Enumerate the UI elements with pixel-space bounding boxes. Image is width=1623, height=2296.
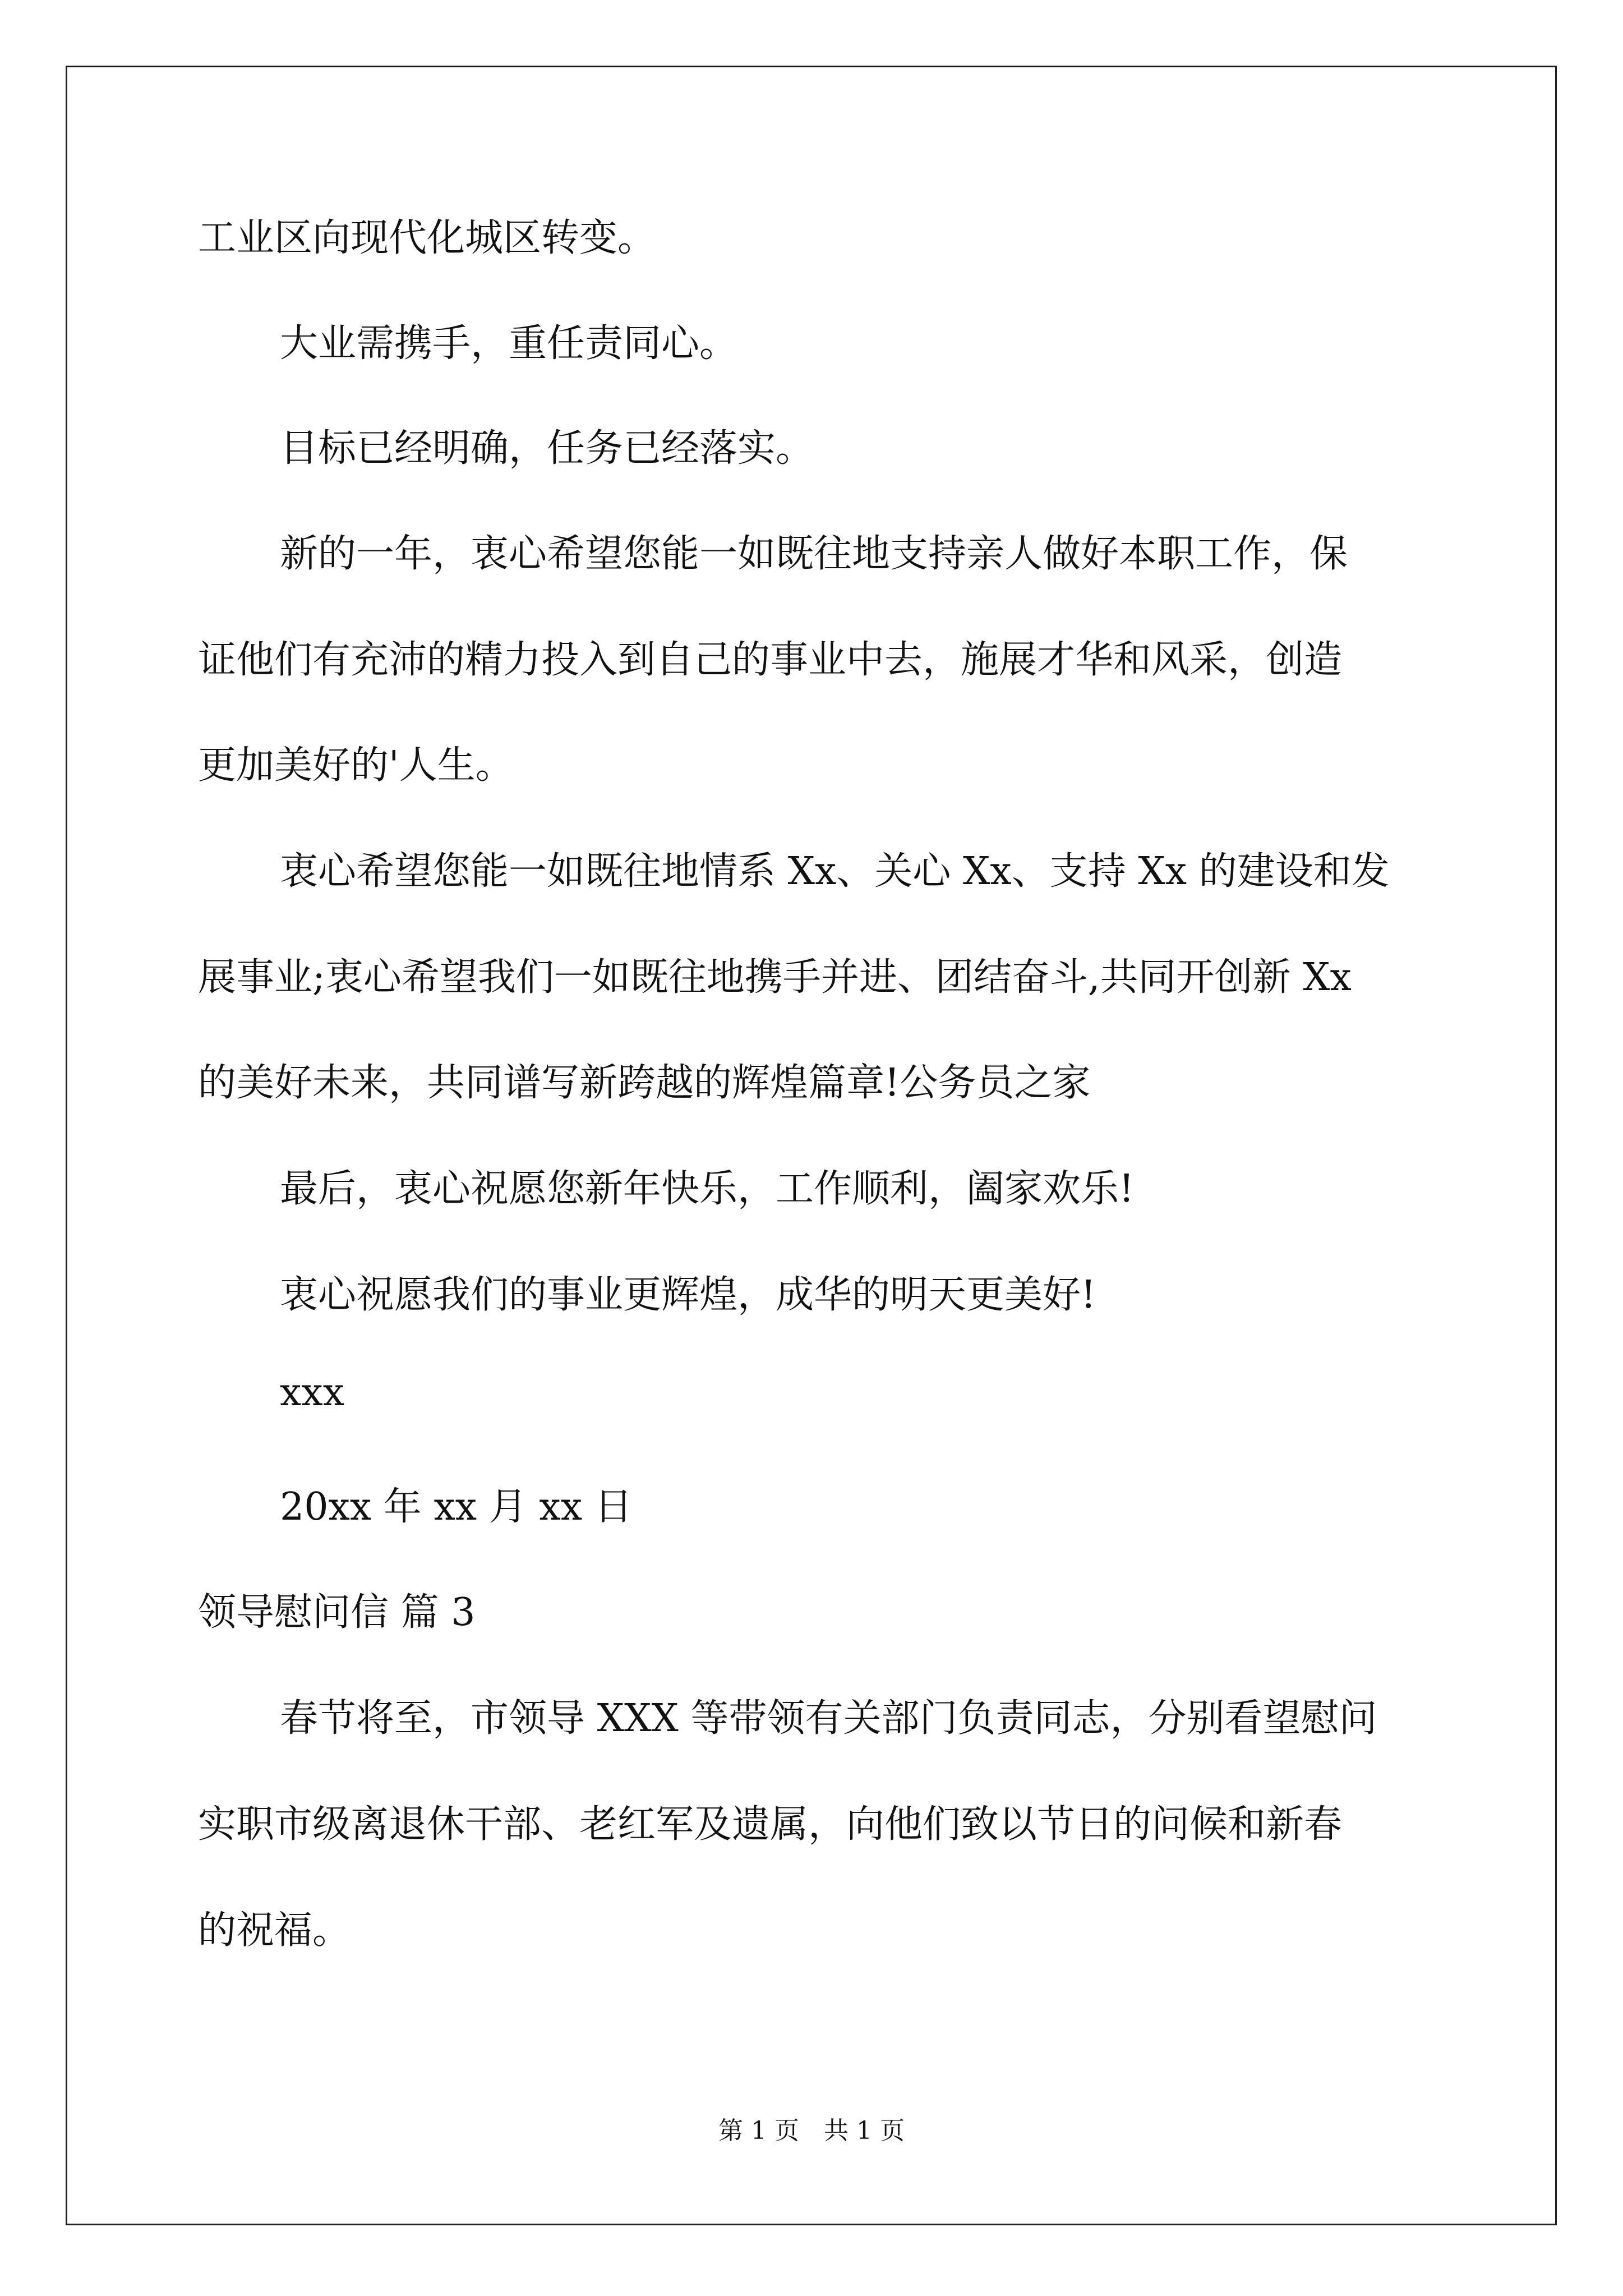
paragraph-line: 大业需携手，重任责同心。	[280, 321, 738, 366]
signature-date: 20xx 年 xx 月 xx 日	[280, 1485, 633, 1529]
paragraph-line: 的祝福。	[198, 1908, 351, 1953]
paragraph-line: 实职市级离退休干部、老红军及遗属，向他们致以节日的问候和新春	[198, 1802, 1343, 1847]
paragraph-line: 春节将至，市领导 XXX 等带领有关部门负责同志，分别看望慰问	[280, 1696, 1377, 1741]
paragraph-line: 的美好未来，共同谱写新跨越的辉煌篇章!公务员之家	[198, 1061, 1091, 1105]
paragraph-line: 最后，衷心祝愿您新年快乐，工作顺利，阖家欢乐!	[280, 1167, 1135, 1211]
signature-name: xxx	[280, 1370, 345, 1415]
paragraph-line: 展事业;衷心希望我们一如既往地携手并进、团结奋斗,共同开创新 Xx	[198, 955, 1352, 1000]
paragraph-line: 新的一年，衷心希望您能一如既往地支持亲人做好本职工作，保	[280, 532, 1348, 576]
paragraph-line: 衷心祝愿我们的事业更辉煌，成华的明天更美好!	[280, 1273, 1096, 1317]
section-heading: 领导慰问信 篇 3	[198, 1590, 476, 1635]
paragraph-line: 衷心希望您能一如既往地情系 Xx、关心 Xx、支持 Xx 的建设和发	[280, 849, 1390, 894]
page-number-footer: 第 1 页 共 1 页	[718, 2116, 905, 2145]
paragraph-line: 工业区向现代化城区转变。	[198, 216, 656, 260]
paragraph-line: 证他们有充沛的精力投入到自己的事业中去，施展才华和风采，创造	[198, 638, 1343, 682]
paragraph-line: 更加美好的'人生。	[198, 743, 514, 788]
paragraph-line: 目标已经明确，任务已经落实。	[280, 426, 814, 471]
